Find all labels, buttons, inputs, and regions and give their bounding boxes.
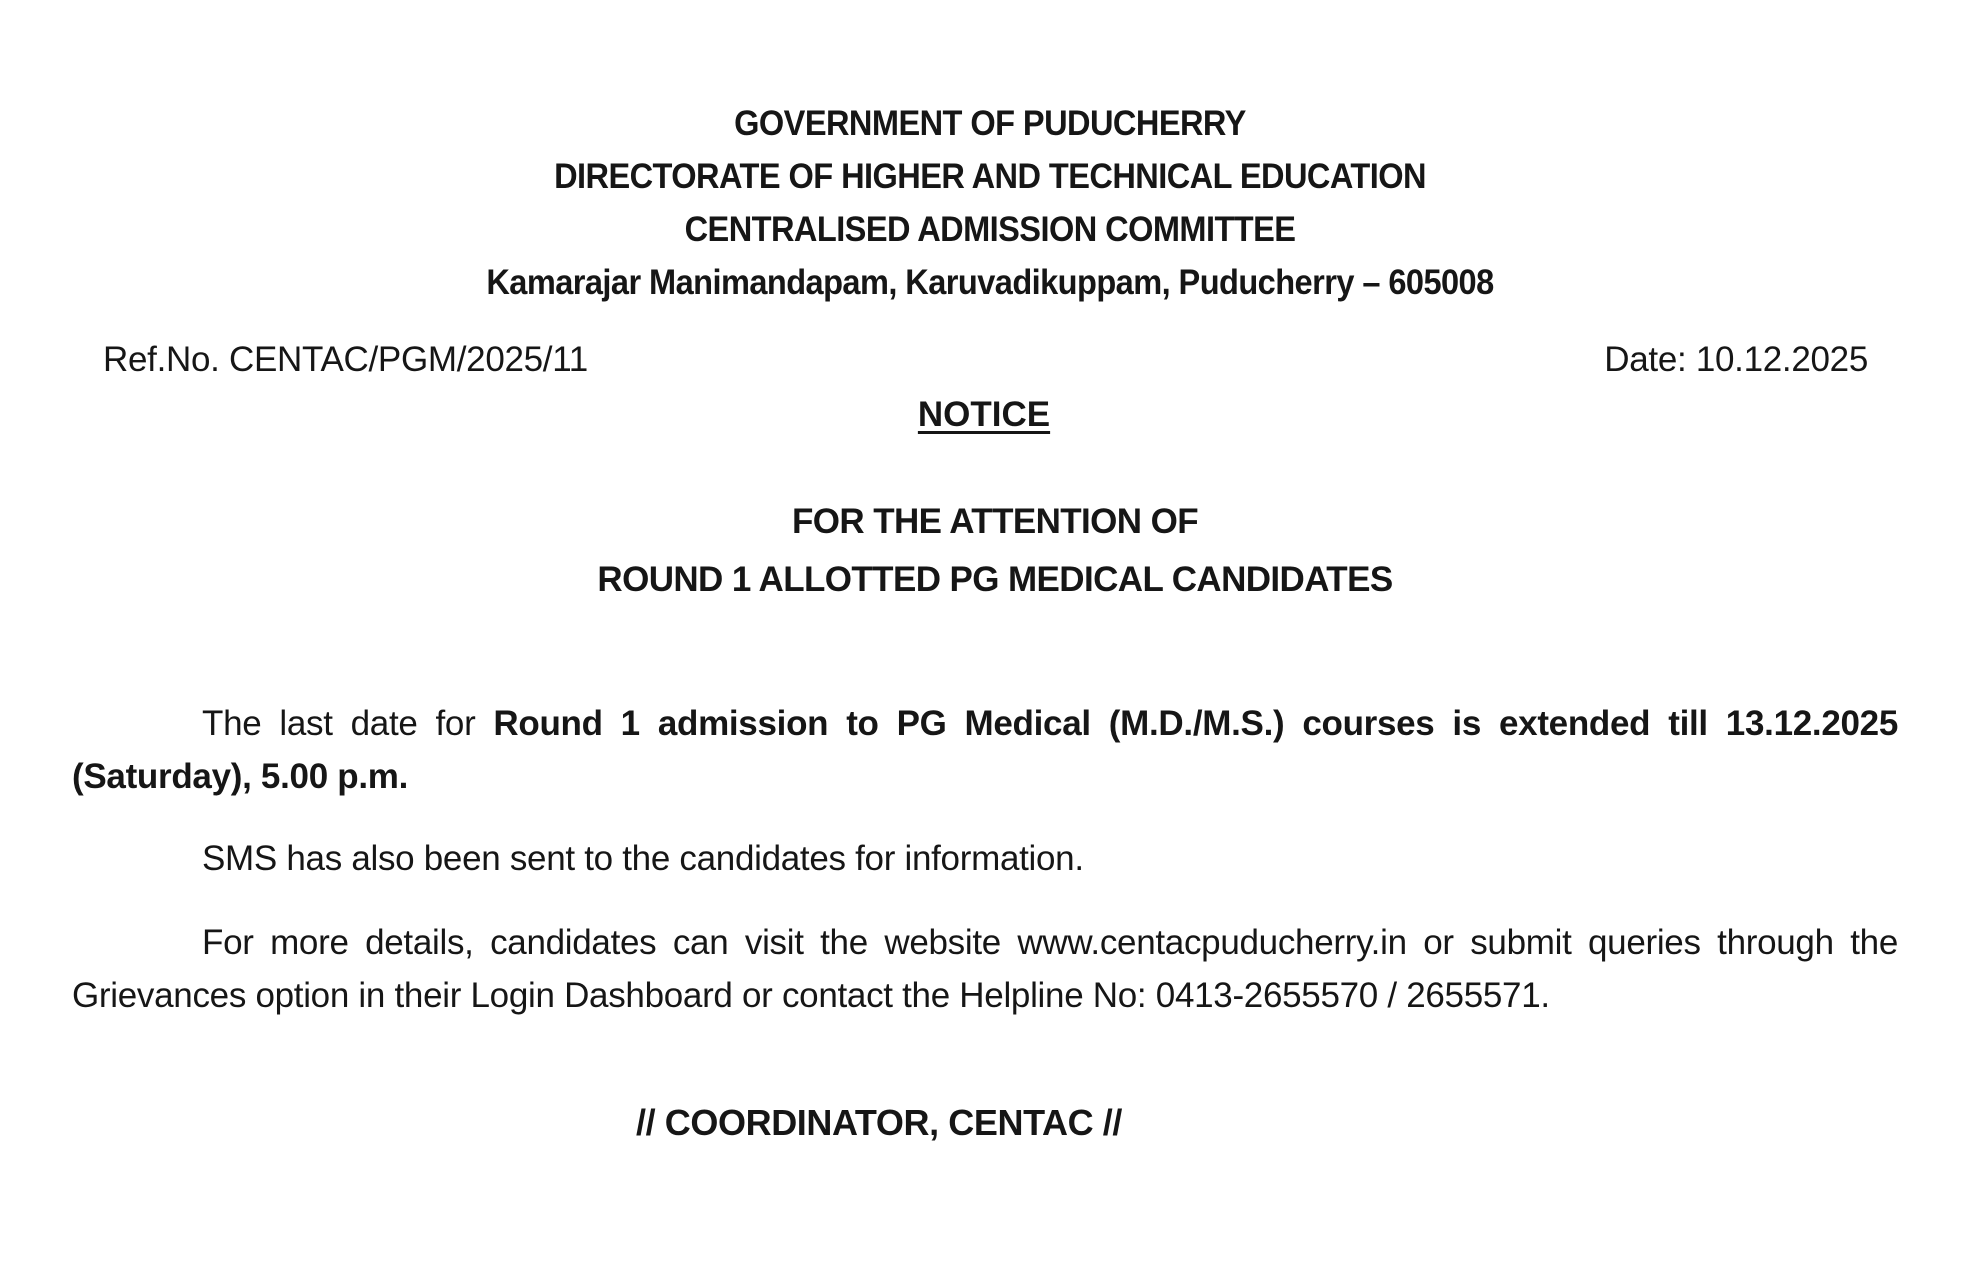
notice-subtitle-attention: FOR THE ATTENTION OF (791, 502, 1199, 541)
paragraph-sms-text: SMS has also been sent to the candidates for information. (202, 839, 1084, 878)
signature: // COORDINATOR, CENTAC // (636, 1102, 1123, 1143)
paragraph-contact-lead: For more details, candidates can visit the website (202, 923, 1018, 962)
letterhead-government: GOVERNMENT OF PUDUCHERRY (734, 104, 1246, 143)
paragraph-extension-lead: The last date for (202, 704, 494, 743)
paragraph-extension (72, 697, 1898, 803)
paragraph-extension-deadline: Round 1 admission to PG Medical (M.D./M.S.) courses is extended till 13.12.2025 (Saturday), 5.00 p.m. (72, 704, 1898, 796)
paragraph-sms (72, 832, 1898, 885)
notice-title: NOTICE (917, 395, 1051, 434)
website-link[interactable]: www.centacpuducherry.in (1017, 923, 1407, 962)
letterhead-committee: CENTRALISED ADMISSION COMMITTEE (684, 210, 1296, 249)
reference-number: Ref.No. CENTAC/PGM/2025/11 (103, 340, 588, 379)
paragraph-contact-rest: or submit queries through the Grievances option in their Login Dashboard or contact the Helpline No: 0413-2655570 / 2655571. (72, 923, 1898, 1015)
paragraph-contact (72, 916, 1898, 1022)
notice-subtitle-candidates: ROUND 1 ALLOTTED PG MEDICAL CANDIDATES (597, 560, 1393, 599)
notice-date: Date: 10.12.2025 (1604, 340, 1868, 379)
letterhead-directorate: DIRECTORATE OF HIGHER AND TECHNICAL EDUCATION (554, 157, 1426, 196)
letterhead-address: Kamarajar Manimandapam, Karuvadikuppam, Puducherry – 605008 (486, 263, 1494, 302)
